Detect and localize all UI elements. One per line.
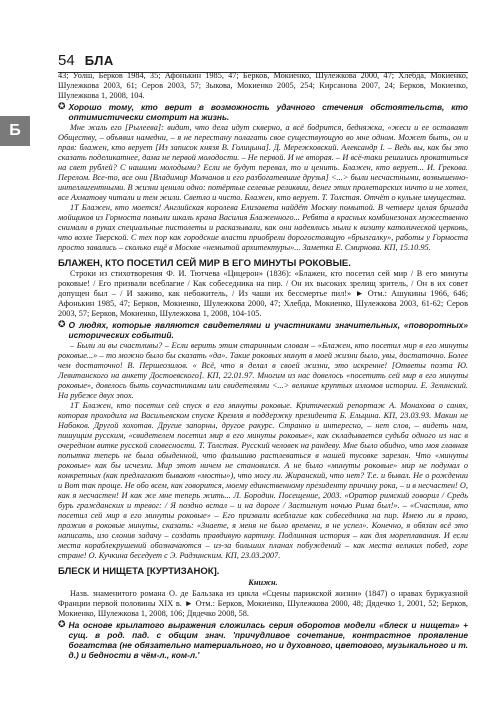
- citation-quote: – Были ли вы счастливы? – Если верить этим старинным словам – «Блажен, кто посетил мир в его минуты роковые...» – то можно было бы сказать «да». Такие роковых минут в моей жизни было, увы, достаточно. Более чем достаточно! В. Першеозилов. « Всё, что я делал в своей жизни, это искренне! [Ответы поэта Ю. Левитанского на анкету Достоевского]. КП, 22.01.97. Многим из нас довелось «посетить сей мир в его минуты роковые», довелось быть соучастниками или свидетелями <...> великие круптых изломов истории. Е. Зелинский. На рубеже двух эпох.: [58, 341, 468, 400]
- bullet-icon: ✪: [58, 102, 66, 112]
- usage-note: 1Т Блажен, кто посетил сей спуск в его минуты роковые. Критический репортаж А. Монахова о санях, которая проходила на Васильевском спуске Кремля в поддержку президента Б. Ельцина. КП, 23.03.93. Макин не Набоков. Другой хохотав. Другие запорны, другое ракурс. Странно и интересно, – нет слов, – видеть нам, пишущим русским, «свидетелем посетил мир в его минуты роковые», как складывается судьба одного из нас в очередном витке русской словесности. Т. Толстая. Русский человек на рандеву. Мне было обидно, что моя главная попытка теперь не была обыденной, что фальшиво растлеваться в нашей тусовке зарезан. Что «минуты роковые» как бы исчезли. Мир этот ничем не становился. А не было «минуты роковые» мир не подумал о конкретных (как предлагают бывают «мосты»), что могу ли. Жиранский, что нет? Т.е. и бывал. Не о рождении и Вот так проще. Не обо всем, как говорится, моему единственному президенту причину рока, – и в несчастен! О, как я несчастен! И как же мне теперь жить... Л. Бородин. Посещение, 2003. «Оратор римский говорил / Средь бурь гражданских и тревог: / Я поздно встал – и на дороге / Застигнут ночью Рима был!». – «Счастлив, кто посетил сей мир в его минуты роковые» – Его призвали всеблагие как собеседника на пир. Имею ли я право, прожив в роковые минуты, сказать: «Знаете, я меня не было времени, я не успел». Конечно, я обязан всё это написать, изо слонив задачу – создать правдивую картину. Подлинная история – как для мореплавания. И если места кораблекрушений обозначаются – из-за больших планах побуждений – как места великих побед, горе стране! О. Кучкина беседует с Э. Радзинским. КП, 23.03.2007.: [58, 401, 468, 560]
- bullet-definition: [58, 320, 468, 340]
- citation-quote: Мне жаль его [Рылеева]: видит, что дела идут скверно, а всё бодрится, бедняжка, «жеси и ее оставаят Обществу, – объявил намедни, – я не перестану полагать свое существующую во мне одном. Может быть, он и прав: блажен, кто верует [Из записок князя В. Голицына]. Д. Мережковский. Александр I. – Ведь вы, как бы это сказать поделикатнее, дама не первой молодости. – Не первой. И не вторая. – И всё-таки решились прокатиться на свет рублей? С нашими молодыми? Если не будут перевал, то и ценить. Блажен, кто верует... И. Грекова. Перелом. Все-то, все они [Владимир Молчанов и его разбогатевшие друзья] <...> были несчастными, возвышенно-интеллигентными. В жизни ценили одно: потёртые селевые реликвии, денег этих пролетарских ничто и не хотел, все Ахматову читали и тем жили. Светло и чисто. Блажен, кто верует. Т. Толстая. Отчёт о кульме имущества.: [58, 123, 468, 202]
- dictionary-content: [58, 71, 468, 661]
- bullet-text: На основе крылатого выражения сложилась серия оборотов модели «блеск и нищета» + сущ. в род. пад. с общим знач. 'причудливое сочетание, контрастное проявление богатства (не обязательно материального, но и духовного, цветового, музыкального и т. д.) и бедности в чём-л., ком-л.': [68, 620, 468, 660]
- running-head: БЛА: [84, 53, 114, 68]
- text-paragraph: 43; Уолш, Берков 1984, 35; Афонькин 1985, 47; Берков, Мокиенко, Шулежкова 2000, 47; Хлебда, Мокиенко, Шулежкова 2003, 61; Серов 2003, 57; Зыкова, Мокиенко 2005, 254; Кирсанова 2007, 24; Берков, Мокиенко, Шулежкова 1, 2008, 104.: [58, 71, 468, 100]
- bullet-icon: ✪: [58, 620, 66, 630]
- etymology-paragraph: Назв. знаменитого романа О. де Бальзака из цикла «Сцены парижской жизни» (1847) о нравах буржуазной Франции первой половины XIX в. ► Отм.: Берков, Мокиенко, Шулежкова 2000, 48; Дядечко 1, 2001, 52; Берков, Мокиенко, Шулежкова 1, 2008, 106; Дядечко 2008, 58.: [58, 589, 468, 618]
- bullet-definition: [58, 102, 468, 122]
- page-number: 54: [58, 52, 75, 69]
- entry-headword: БЛЕСК И НИЩЕТА [КУРТИЗАНОК].: [58, 566, 220, 577]
- bullet-icon: ✪: [58, 320, 66, 330]
- page-header: [58, 52, 468, 73]
- bullet-definition: [58, 620, 468, 660]
- usage-note: 1Т Блажен, кто моется! Английская королева Елизавета найдёт Москву помытой. В четверг целая бригада мойщиков из Гормоста помыли шкаль крана Василия Блаженного... Ребята в красных комбинезонах мужественно снимали в руках специальные пистолеты и расказывали, как они надеялись мыли к визиту католической церковь, что возле Тверской. С тех пор как городские власти приобрели дорогостоящую «брызгалку», работы у Гормоста просто завались – сколько ещё в Москве «немытой архитектуры»... Заметка Е. Смирнова. КП, 15.10.95.: [58, 203, 468, 252]
- section-letter-tab: Б: [0, 116, 30, 146]
- bullet-text: Хорошо тому, кто верит в возможность удачного стечения обстоятельств, кто оптимистически смотрит на жизнь.: [68, 102, 468, 122]
- register-label: Книжн.: [248, 578, 278, 587]
- entry-headword: БЛАЖЕН, КТО ПОСЕТИЛ СЕЙ МИР В ЕГО МИНУТЫ РОКОВЫЕ.: [58, 258, 351, 269]
- etymology-paragraph: Строки из стихотворения Ф. И. Тютчева «Цицерон» (1836): «Блажен, кто посетил сей мир / В его минуты роковые! / Его призвали всеблагие / Как собеседника на пир. / Он их высоких зрелищ зритель, / Он в их совет допущен был – / И заживо, как небожитель, / Из чаши их бессмертье пил!» ► Отм.: Ашукины 1966, 646; Афонькин 1985, 47; Берков, Мокиенко, Шулежкова 2000, 47; Хлебда, Мокиенко, Шулежкова 2003, 61-62; Серов 2003, 57; Берков, Мокиенко, Шулежкова 1, 2008, 104-105.: [58, 269, 468, 318]
- bullet-text: О людях, которые являются свидетелями и участниками значительных, «поворотных» исторических событий.: [68, 320, 468, 340]
